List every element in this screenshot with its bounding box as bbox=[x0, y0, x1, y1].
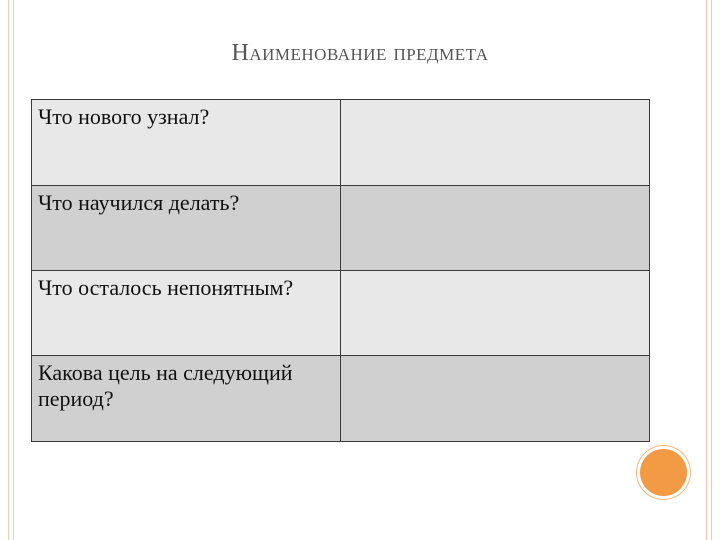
table-row bbox=[32, 356, 650, 442]
reflection-table bbox=[31, 99, 650, 442]
frame-line-left-inner bbox=[13, 0, 14, 540]
question-cell: Какова цель на следующий период? bbox=[32, 356, 341, 442]
answer-cell[interactable] bbox=[341, 356, 650, 442]
decorative-circle-icon bbox=[640, 449, 687, 496]
answer-cell[interactable] bbox=[341, 271, 650, 356]
frame-line-right-outer bbox=[711, 0, 712, 540]
frame-line-left-outer bbox=[8, 0, 9, 540]
answer-cell[interactable] bbox=[341, 100, 650, 186]
question-cell: Что нового узнал? bbox=[32, 100, 341, 186]
answer-cell[interactable] bbox=[341, 186, 650, 271]
question-cell: Что научился делать? bbox=[32, 186, 341, 271]
table-row bbox=[32, 100, 650, 186]
slide-title: Наименование предмета bbox=[231, 40, 489, 66]
question-cell: Что осталось непонятным? bbox=[32, 271, 341, 356]
table-row bbox=[32, 271, 650, 356]
frame-line-right-inner bbox=[706, 0, 707, 540]
table-row bbox=[32, 186, 650, 271]
